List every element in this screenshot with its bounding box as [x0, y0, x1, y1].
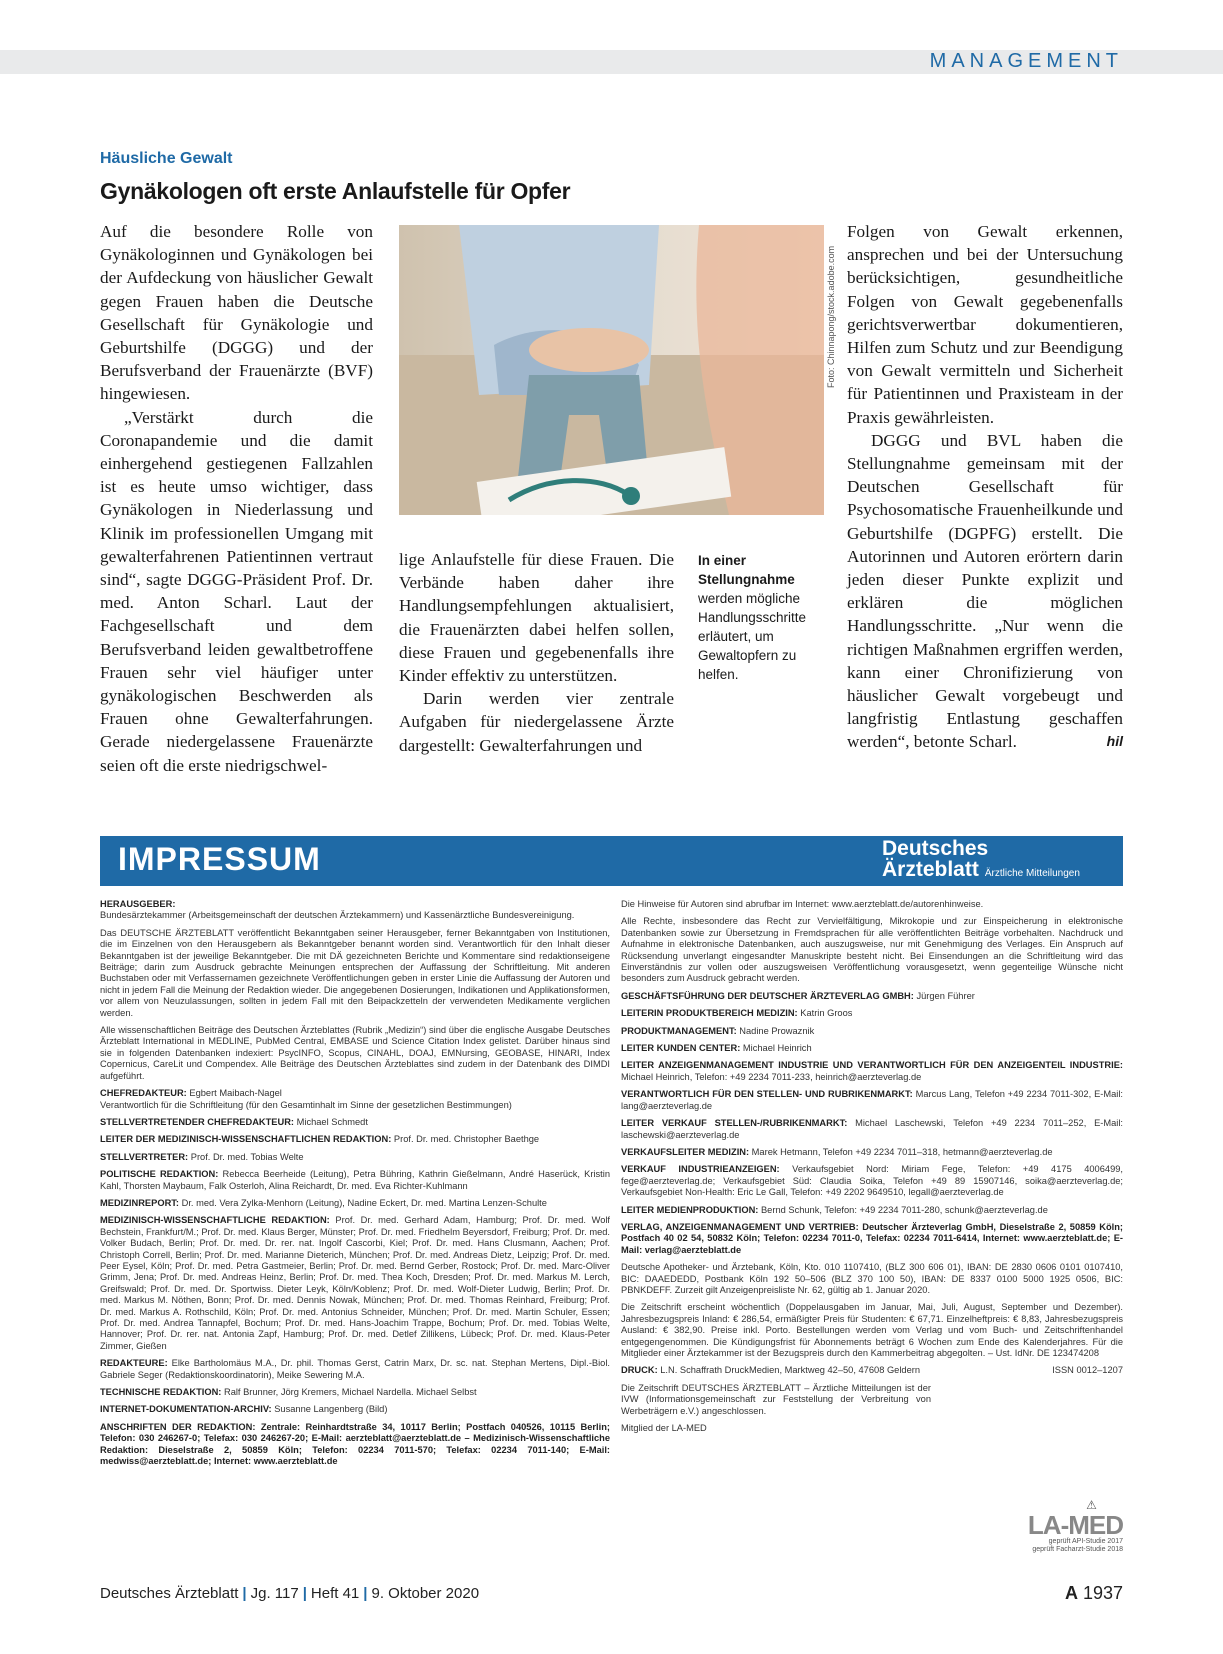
lamed-line: geprüft API-Studie 2017 [1048, 1538, 1123, 1545]
impressum-entry [100, 899, 610, 922]
impressum-entry [100, 1358, 610, 1381]
impressum-entry [100, 1152, 610, 1163]
impressum-entry [621, 1147, 1123, 1158]
entry-label: HERAUSGEBER: [100, 899, 176, 909]
entry-label: POLITISCHE REDAKTION: [100, 1169, 219, 1180]
impressum-entry [621, 1118, 1123, 1141]
section-label: MANAGEMENT [929, 50, 1123, 72]
entry-text: Michael Laschewski, Telefon +49 2234 7011–252, E-Mail: laschewski@aerzteverlag.de [621, 1118, 1123, 1140]
entry-label: CHEFREDAKTEUR: [100, 1088, 187, 1099]
entry-text: Dr. med. Vera Zylka-Menhorn (Leitung), Nadine Eckert, Dr. med. Martina Lenzen-Schulte [179, 1197, 547, 1208]
entry-label: LEITER KUNDEN CENTER: [621, 1043, 741, 1054]
article-headline: Gynäkologen oft erste Anlaufstelle für Opfer [100, 178, 571, 204]
impressum-paragraph: Die Hinweise für Autoren sind abrufbar im Internet: www.aerzteblatt.de/autorenhinweise. [621, 899, 984, 909]
entry-text: Jürgen Führer [913, 990, 975, 1001]
entry-label: LEITER DER MEDIZINISCH-WISSENSCHAFTLICHEN REDAKTION: [100, 1134, 392, 1145]
paragraph: Folgen von Gewalt erkennen, ansprechen und bei der Untersuchung berücksichtigen, gesundheitliche Folgen von Gewalt gegebenenfalls gerichtsverwertbar dokumentieren, Hilfen zum Schutz und zur Beendigung von Gewalt vermitteln und Sicherheit für Patientinnen und Praxisteam in der Praxis gewährleisten. [847, 222, 1123, 427]
entry-label: INTERNET-DOKUMENTATION-ARCHIV: [100, 1404, 272, 1415]
footer-journal: Deutsches Ärzteblatt [100, 1585, 239, 1602]
photo-illustration [399, 225, 824, 515]
article-photo [399, 225, 824, 515]
entry-text: Katrin Groos [797, 1008, 853, 1019]
impressum-entry [621, 1008, 1123, 1019]
entry-label: TECHNISCHE REDAKTION: [100, 1387, 222, 1398]
entry-text: Egbert Maibach-Nagel [186, 1088, 282, 1099]
page-number-value: 1937 [1082, 1583, 1123, 1603]
entry-text: L.N. Schaffrath DruckMedien, Marktweg 42–50, 47608 Geldern [657, 1365, 921, 1376]
impressum-paragraph: Alle wissenschaftlichen Beiträge des Deutschen Ärzteblattes (Rubrik „Medizin“) sind über die englische Ausgabe Deutsches Ärzteblatt International in MEDLINE, PubMed Central, EMBASE und Science Citation Index gelistet. Darüber hinaus sind sie in folgenden Datenbanken indexiert: PsycINFO, Scopus, CINAHL, DOAJ, EMNursing, GEOBASE, HINARI, Index Copernicus, CareLit und Compendex. Alle Beiträge des Deutschen Ärzteblattes sind zudem in der Datenbank des DIMDI aufgeführt. [100, 1025, 610, 1081]
entry-label: MEDIZINISCH-WISSENSCHAFTLICHE REDAKTION: [100, 1215, 330, 1226]
entry-text: Marek Hetmann, Telefon +49 2234 7011–318, hetmann@aerzteverlag.de [749, 1146, 1053, 1157]
entry-label: STELLVERTRETENDER CHEFREDAKTEUR: [100, 1116, 295, 1127]
impressum-right-column [621, 899, 1123, 1440]
entry-text: Michael Heinrich [740, 1043, 812, 1054]
impressum-left-column [100, 899, 610, 1473]
page-footer [100, 1585, 479, 1602]
ivw-info: Die Zeitschrift DEUTSCHES ÄRZTEBLATT – Ärztliche Mitteilungen ist der IVW (Informationsgemeinschaft zur Feststellung der Verbreitung von Werbeträgern e.V.) angeschlossen. [621, 1382, 931, 1416]
article-kicker: Häusliche Gewalt [100, 150, 233, 167]
issn: ISSN 0012–1207 [1052, 1365, 1123, 1376]
entry-label: REDAKTEURE: [100, 1358, 168, 1369]
impressum-entry [621, 1060, 1123, 1083]
photo-caption [698, 551, 818, 684]
page-number [1065, 1583, 1123, 1604]
entry-label: DRUCK: [621, 1365, 658, 1376]
lamed-line: geprüft Facharzt-Studie 2018 [1032, 1546, 1123, 1553]
article-column-1 [100, 220, 373, 777]
paragraph: „Verstärkt durch die Coronapandemie und die damit einhergehend gestiegenen Fallzahlen ist es heute umso wichtiger, dass Gynäkologen in Niederlassung und Klinik im professionellen Umgang mit gewalterfahrenen Patientinnen vertraut sind“, sagte DGGG-Präsident Prof. Dr. med. Anton Scharl. Laut der Fachgesellschaft und dem Berufsverband leiden gewaltbetroffene Frauen sehr viel häufiger unter gynäkologischen Beschwerden als Frauen ohne Gewalterfahrungen. Gerade niedergelassene Frauenärzte seien oft die erste niedrigschwel- [100, 407, 373, 775]
logo-subtitle: Ärztliche Mitteilungen [984, 868, 1080, 879]
entry-note: Verantwortlich für die Schriftleitung (für den Gesamtinhalt im Sinne der gesetzlichen Bestimmungen) [100, 1099, 512, 1110]
impressum-entry [621, 1164, 1123, 1198]
author-signature: hil [1106, 733, 1123, 750]
paragraph-text: DGGG und BVL haben die Stellungnahme gemeinsam mit der Deutschen Gesellschaft für Psychosomatische Frauenheilkunde und Geburtshilfe (DGPFG) erstellt. Die Autorinnen und Autoren erörtern darin jeden dieser Punkte explizit und erklären die möglichen Handlungsschritte. „Nur wenn die richtigen Maßnahmen ergriffen werden, kann einer Chronifizierung von häuslicher Gewalt vorgebeugt und langfristig Entlastung geschaffen werden“, betonte Scharl. [847, 430, 1123, 752]
caption-text: werden mögliche Handlungsschritte erläutert, um Gewaltopfern zu helfen. [698, 591, 807, 682]
entry-label: STELLVERTRETER: [100, 1151, 189, 1162]
impressum-entry [621, 991, 1123, 1002]
impressum-entry [100, 1134, 610, 1145]
lamed-membership: Mitglied der LA-MED [621, 1423, 707, 1434]
editorial-addresses: ANSCHRIFTEN DER REDAKTION: Zentrale: Reinhardtstraße 34, 10117 Berlin; Postfach 040526, 10115 Berlin; Telefon: 030 246267-0; Telefax: 030 246267-20; E-Mail: aerzteblatt@aerzteblatt.de – Medizinisch-Wissenschaftliche Redaktion: Dieselstraße 2, 50859 Köln; Telefon: 02234 7011-570; Telefax: 02234 7011-140; E-Mail: medwiss@aerzteblatt.de; Internet: www.aerzteblatt.de [100, 1421, 610, 1467]
entry-text: Elke Bartholomäus M.A., Dr. phil. Thomas Gerst, Catrin Marx, Dr. sc. nat. Stephan Mertens, Dipl.-Biol. Gabriele Seger (Redaktionskoordinatorin), Meike Sewering M.A. [100, 1358, 610, 1380]
entry-label: LEITER MEDIENPRODUKTION: [621, 1204, 759, 1215]
impressum-entry [621, 1205, 1123, 1216]
impressum-entry [621, 1365, 1123, 1376]
entry-text: Bundesärztekammer (Arbeitsgemeinschaft der deutschen Ärztekammern) und Kassenärztliche Bundesvereinigung. [100, 910, 575, 921]
caption-lead: In einer Stellungnahme [698, 553, 795, 587]
entry-text: Michael Schmedt [294, 1116, 368, 1127]
article-column-3 [847, 220, 1123, 754]
entry-text: Michael Heinrich, Telefon: +49 2234 7011-233, heinrich@aerzteverlag.de [621, 1071, 922, 1082]
impressum-entry [100, 1117, 610, 1128]
footer-separator: | [363, 1585, 368, 1602]
paragraph: Auf die besondere Rolle von Gynäkologinnen und Gynäkologen bei der Aufdeckung von häuslicher Gewalt gegen Frauen haben die Deutsche Gesellschaft für Gynäkologie und Geburtshilfe (DGGG) und der Berufsverband der Frauenärzte (BVF) hingewiesen. [100, 222, 373, 404]
impressum-entry [621, 1026, 1123, 1037]
entry-label: LEITER ANZEIGENMANAGEMENT INDUSTRIE UND VERANTWORTLICH FÜR DEN ANZEIGENTEIL INDUSTRIE: [621, 1060, 1123, 1071]
article-column-2 [399, 548, 674, 757]
footer-separator: | [242, 1585, 247, 1602]
entry-text: Marcus Lang, Telefon +49 2234 7011-302, E-Mail: lang@aerzteverlag.de [621, 1089, 1123, 1111]
entry-text: Prof. Dr. med. Tobias Welte [188, 1151, 304, 1162]
entry-label: LEITER VERKAUF STELLEN-/RUBRIKENMARKT: [621, 1118, 848, 1129]
footer-date: 9. Oktober 2020 [371, 1585, 480, 1602]
impressum-title: IMPRESSUM [118, 841, 321, 877]
bank-info: Deutsche Apotheker- und Ärztebank, Köln, Kto. 010 1107410, (BLZ 300 606 01), IBAN: DE 2830 0606 0101 0107410, BIC: DAAEDEDD, Postbank Köln 192 50–506 (BLZ 370 100 50), IBAN: DE 8337 0100 5000 1925 0506, BIC: PBNKDEFF. Zurzeit gilt Anzeigenpreisliste Nr. 62, gültig ab 1. Januar 2020. [621, 1262, 1123, 1295]
impressum-entry [100, 1215, 610, 1352]
impressum-paragraph: Das DEUTSCHE ÄRZTEBLATT veröffentlicht Bekanntgaben seiner Herausgeber, ferner Bekanntgaben von Institutionen, die im Einzelnen von den Herausgebern als Bekanntgeber benannt worden sind. Verantwortlich für den Inhalt dieser Bekanntgaben ist der jeweilige Bekanntgeber. Die mit DÄ gezeichneten Berichte und Kommentare sind redaktionseigene Beiträge; darin zum Ausdruck gebrachte Meinungen entsprechen der Auffassung der Schriftleitung. Mit anderen Buchstaben oder mit Verfassernamen gezeichnete Veröffentlichungen geben in erster Linie die Auffassung der Autoren und nicht in jedem Fall die Meinung der Redaktion wieder. Die angegebenen Dosierungen, Indikationen und Applikationsformen, vor allem von Neuzulassungen, sollten in jedem Fall mit den Beipackzetteln der verwendeten Medikamente verglichen werden. [100, 927, 610, 1018]
entry-label: LEITERIN PRODUKTBEREICH MEDIZIN: [621, 1008, 798, 1019]
entry-label: PRODUKTMANAGEMENT: [621, 1025, 737, 1036]
logo-line-2: Ärzteblatt [882, 858, 979, 881]
impressum-entry [100, 1198, 610, 1209]
paragraph: lige Anlaufstelle für diese Frauen. Die Verbände haben daher ihre Handlungsempfehlungen aktualisiert, die Frauenärzten dabei helfen sollen, diese Frauen und gegebenenfalls ihre Kinder effektiv zu unterstützen. [399, 550, 674, 686]
entry-label: VERKAUF INDUSTRIEANZEIGEN: [621, 1164, 780, 1175]
entry-text: Bernd Schunk, Telefon: +49 2234 7011-280, schunk@aerzteverlag.de [758, 1204, 1048, 1215]
entry-label: VERKAUFSLEITER MEDIZIN: [621, 1146, 750, 1157]
logo-line-1: Deutsches [882, 837, 989, 860]
photo-credit: Foto: Chinnapong/stock.adobe.com [826, 245, 836, 388]
entry-text: Prof. Dr. med. Christopher Baethge [391, 1134, 540, 1145]
entry-text: Rebecca Beerheide (Leitung), Petra Bühring, Kathrin Gießelmann, André Haserück, Kristin Kahl, Thorsten Maybaum, Falk Osterloh, Alina Reichardt, Dr. med. Eva Richter-Kuhlmann [100, 1169, 610, 1191]
warning-triangle-icon: ⚠ [1086, 1498, 1097, 1512]
entry-label: GESCHÄFTSFÜHRUNG DER DEUTSCHER ÄRZTEVERLAG GMBH: [621, 990, 914, 1001]
journal-logo [882, 838, 1080, 881]
lamed-logo: LA-MED [1027, 1510, 1123, 1540]
entry-text: Susanne Langenberg (Bild) [271, 1404, 388, 1415]
impressum-entry [621, 1043, 1123, 1054]
paragraph [847, 429, 1123, 754]
impressum-entry [100, 1404, 610, 1415]
paragraph: Darin werden vier zentrale Aufgaben für niedergelassene Ärzte dargestellt: Gewalterfahrungen und [399, 689, 674, 755]
impressum-entry [621, 1089, 1123, 1112]
entry-text: Nadine Prowaznik [736, 1025, 815, 1036]
impressum-entry [100, 1088, 610, 1111]
impressum-entry [100, 1169, 610, 1192]
entry-text: Ralf Brunner, Jörg Kremers, Michael Nardella. Michael Selbst [221, 1387, 477, 1398]
footer-issue: Heft 41 [310, 1585, 360, 1602]
impressum-entry [100, 1387, 610, 1398]
footer-volume: Jg. 117 [250, 1585, 299, 1602]
subscription-info: Die Zeitschrift erscheint wöchentlich (Doppelausgaben im Januar, Mai, Juli, August, September und Dezember). Jahresbezugspreis Inland: € 286,54, ermäßigter Preis für Studenten: € 67,71. Einzelheftpreis: € 8,83, Jahresbezugspreis Ausland: € 382,90. Preise inkl. Porto. Bestellungen werden vom Verlag und vom Buch- und Zeitschriftenhandel entgegengenommen. Die Kündigungsfrist für Abonnements beträgt 6 Wochen zum Ende des Kalenderjahres. Für die Mitglieder einer Ärztekammer ist der Bezugspreis durch den Kammerbeitrag abgegolten. – Ust. IdNr. DE 123474208 [621, 1302, 1123, 1358]
entry-text: Prof. Dr. med. Gerhard Adam, Hamburg; Prof. Dr. med. Wolf Bechstein, Frankfurt/M.; Prof. Dr. med. Klaus Berger, Münster; Prof. Dr. med. Friedhelm Beyersdorf, Freiburg; Prof. Dr. med. Volker Budach, Berlin; Prof. Dr. med. Dr. rer. nat. Ingolf Cascorbi, Kiel; Prof. Dr. med. Hans Clusmann, Aachen; Prof. Christoph Correll, Berlin; Prof. Dr. med. Marianne Dieterich, München; Prof. Dr. med. Andreas Dietz, Leipzig; Prof. Dr. med. Peer Eysel, Köln; Prof. Dr. med. Petra Gastmeier, Berlin; Prof. Dr. med. Bernd Gerber, Rostock; Prof. Dr. med. Marc-Oliver Grimm, Jena; Prof. Dr. med. Andreas Heinz, Berlin; Prof. Dr. med. Thea Koch, Dresden; Prof. Dr. med. Markus M. Lerch, Greifswald; Prof. Dr. med. Dr. Sportwiss. Dieter Leyk, Köln/Koblenz; Prof. Dr. med. Wolf-Dieter Ludwig, Berlin; Prof. Dr. med. Markus M. Nöthen, Bonn; Prof. Dr. med. Dennis Nowak, München; Prof. Dr. med. Thomas Reinhard, Freiburg; Prof. Dr. med. Markus A. Rothschild, Köln; Prof. Dr. med. Antonius Schneider, München; Prof. Dr. med. Martin Schuler, Essen; Prof. Dr. med. Andrea Tannapfel, Bochum; Prof. Dr. med. Hans-Joachim Trappe, Bochum; Prof. Dr. med. Tobias Welte, Hannover; Prof. Dr. rer. nat. Antonia Zapf, Hamburg; Prof. Dr. med. Detlef Zillikens, Lübeck; Prof. Dr. med. Klaus-Peter Zimmer, Gießen [100, 1215, 611, 1351]
publisher-info: VERLAG, ANZEIGENMANAGEMENT UND VERTRIEB: Deutscher Ärzteverlag GmbH, Dieselstraße 2, 50859 Köln; Postfach 40 02 54, 50832 Köln; Telefon: 02234 7011-0, Telefax: 02234 7011-6414, Internet: www.aerzteblatt.de; E-Mail: verlag@aerzteblatt.de [621, 1221, 1123, 1255]
lamed-badge [1010, 1498, 1123, 1554]
footer-separator: | [302, 1585, 307, 1602]
entry-label: VERANTWORTLICH FÜR DEN STELLEN- UND RUBRIKENMARKT: [621, 1089, 913, 1100]
impressum-paragraph: Alle Rechte, insbesondere das Recht zur Vervielfältigung, Mikrokopie und zur Einspeicherung in elektronische Datenbanken sowie zur Übersetzung in Fremdsprachen für alle veröffentlichten Beiträge vorbehalten. Nachdruck und Aufnahme in elektronische Datenbanken, auch auszugsweise, nur mit Genehmigung des Verlages. Ein Anspruch auf Rücksendung unverlangt eingesandter Manuskripte besteht nicht. Bei Einsendungen an die Schriftleitung wird das Einverständnis zur vollen oder auszugsweisen Veröffentlichung vorausgesetzt, wenn gegenteilige Wünsche nicht besonders zum Ausdruck gebracht werden. [621, 916, 1123, 984]
page-prefix: A [1064, 1583, 1078, 1603]
entry-label: MEDIZINREPORT: [100, 1197, 180, 1208]
entry-text: Verkaufsgebiet Nord: Miriam Fege, Telefon: +49 4175 4006499, fege@aerzteverlag.de; Verkaufsgebiet Süd: Claudia Soika, Telefon +49 89 15907146, soika@aerzteverlag.de; Verkaufsgebiet Non-Health: Eric Le Gall, Telefon: +49 2202 9649510, legall@aerzteverlag.de [621, 1164, 1123, 1198]
